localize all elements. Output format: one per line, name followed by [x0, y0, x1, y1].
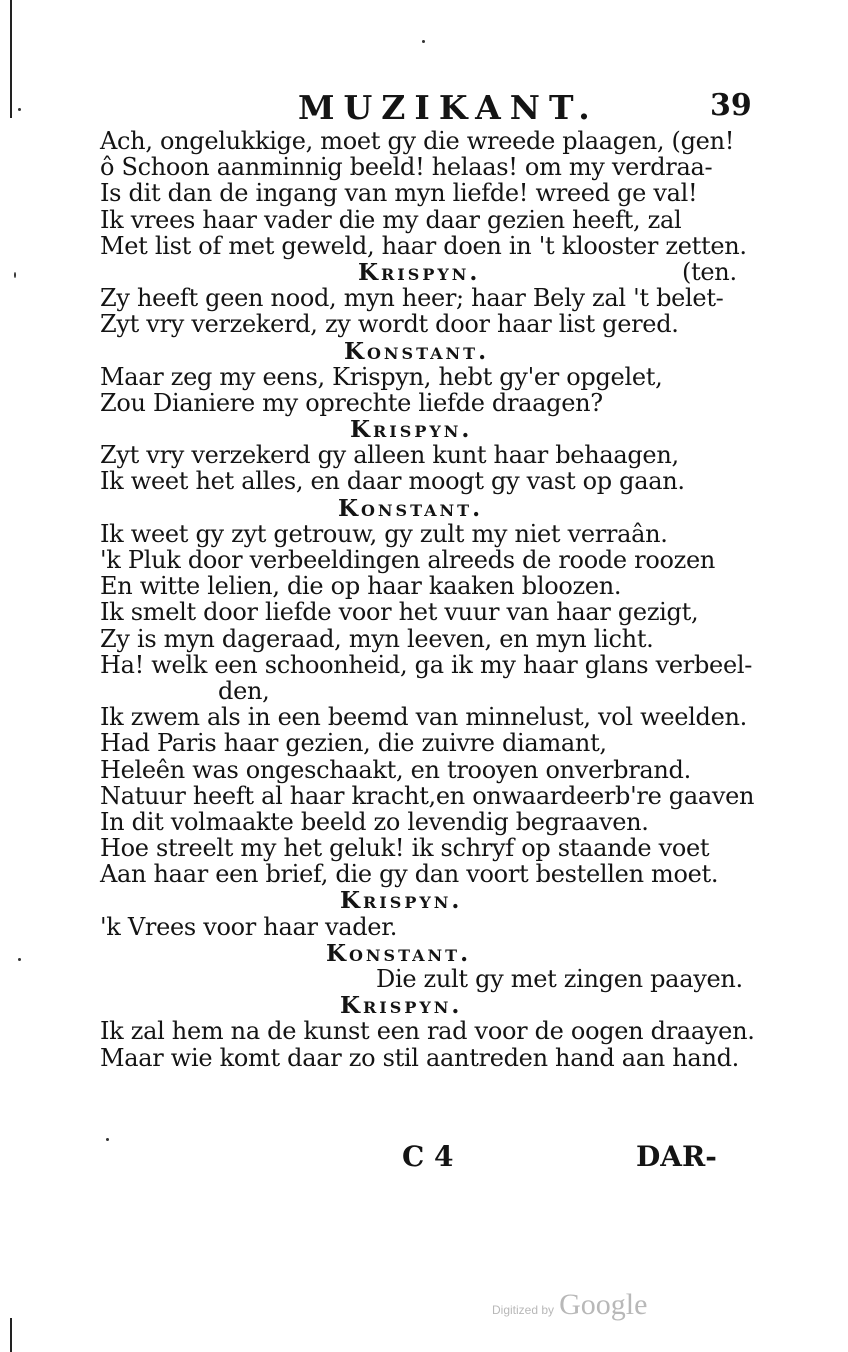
verse-line — [100, 233, 760, 259]
verse-line — [100, 914, 760, 940]
verse-line — [100, 704, 760, 730]
verse-line — [100, 652, 760, 678]
verse-line — [100, 154, 760, 180]
watermark-brand: Google — [559, 1288, 648, 1321]
verse-line-text: 'k Vrees voor haar vader. — [100, 912, 398, 941]
verse-line — [100, 468, 760, 494]
running-title: MUZIKANT. — [298, 88, 599, 127]
verse-line — [100, 1045, 760, 1071]
verse-line-text: Ik zal hem na de kunst een rad voor de oogen draayen. — [100, 1017, 755, 1046]
verse-line-text: Is dit dan de ingang van myn liefde! wreed ge val! — [100, 179, 698, 208]
verse-line-text: Aan haar een brief, die gy dan voort bestellen moet. — [100, 860, 719, 889]
speaker-name — [100, 416, 760, 442]
page-edge-line-bottom — [10, 1318, 12, 1352]
speaker-name — [100, 940, 760, 966]
verse-line-text: Had Paris haar gezien, die zuivre diamant, — [100, 729, 607, 758]
speaker-name — [100, 887, 760, 913]
speaker-label: Krispyn. — [340, 992, 463, 1020]
verse-line — [100, 783, 760, 809]
verse-line — [100, 180, 760, 206]
page-header — [0, 88, 848, 128]
verse-line — [100, 285, 760, 311]
speaker-name — [100, 992, 760, 1018]
verse-line — [100, 809, 760, 835]
verse-line — [100, 521, 760, 547]
verse-line — [100, 547, 760, 573]
verse-line — [100, 311, 760, 337]
verse-line-text: ô Schoon aanminnig beeld! helaas! om my verdraa- — [100, 153, 713, 182]
ink-speck — [18, 958, 21, 961]
verse-line-text: Zy is myn dageraad, myn leeven, en myn licht. — [100, 624, 654, 653]
verse-line — [100, 442, 760, 468]
verse-line-text: En witte lelien, die op haar kaaken bloozen. — [100, 572, 622, 601]
verse-line — [100, 835, 760, 861]
verse-line — [100, 757, 760, 783]
verse-line-text: den, — [218, 676, 270, 705]
page-footer — [0, 1140, 848, 1174]
verse-line-text: Ach, ongelukkige, moet gy die wreede plaagen, (gen! — [100, 127, 735, 155]
verse-line-text: Ik weet het alles, en daar moogt gy vast op gaan. — [100, 467, 685, 496]
verse-text — [100, 128, 760, 1071]
verse-line-text: Ik smelt door liefde voor het vuur van haar gezigt, — [100, 598, 699, 627]
turnover-fragment: (ten. — [682, 257, 737, 286]
verse-line-text: Zyt vry verzekerd, zy wordt door haar list gered. — [100, 310, 679, 339]
ink-speck — [14, 272, 16, 278]
verse-line-text: 'k Pluk door verbeeldingen alreeds de roode roozen — [100, 546, 716, 574]
verse-line-text: Maar wie komt daar zo stil aantreden hand aan hand. — [100, 1043, 739, 1072]
speaker-name — [100, 495, 760, 521]
verse-line-text: Zy heeft geen nood, myn heer; haar Bely zal 't belet- — [100, 284, 724, 313]
verse-line — [100, 364, 760, 390]
speaker-label: Konstant. — [326, 939, 472, 967]
page-number: 39 — [710, 88, 752, 123]
catchword: DAR- — [636, 1140, 717, 1173]
verse-line — [100, 966, 760, 992]
speaker-label: Krispyn. — [358, 258, 481, 286]
verse-line — [100, 861, 760, 887]
verse-line-text: Maar zeg my eens, Krispyn, hebt gy'er opgelet, — [100, 362, 663, 391]
verse-line — [100, 599, 760, 625]
signature-mark: C 4 — [402, 1140, 454, 1173]
speaker-name — [100, 259, 760, 285]
verse-line-text: Ik zwem als in een beemd van minnelust, vol weelden. — [100, 703, 747, 732]
speaker-label: Krispyn. — [350, 416, 473, 444]
verse-line-text: Die zult gy met zingen paayen. — [376, 965, 743, 993]
speaker-label: Krispyn. — [340, 887, 463, 915]
speaker-label: Konstant. — [344, 337, 490, 365]
digitized-watermark — [492, 1288, 647, 1322]
verse-line-text: Ik vrees haar vader die my daar gezien heeft, zal — [100, 205, 682, 234]
verse-line — [100, 390, 760, 416]
verse-line-text: Natuur heeft al haar kracht,en onwaardeerb're gaaven — [100, 781, 755, 810]
verse-line-text: Ik weet gy zyt getrouw, gy zult my niet verraân. — [100, 519, 668, 548]
speaker-name — [100, 338, 760, 364]
verse-line-text: Ha! welk een schoonheid, ga ik my haar glans verbeel- — [100, 650, 753, 679]
ink-speck — [422, 40, 425, 43]
verse-line-text: In dit volmaakte beeld zo levendig begraaven. — [100, 807, 649, 836]
verse-line-text: Zyt vry verzekerd gy alleen kunt haar behaagen, — [100, 441, 679, 470]
speaker-label: Konstant. — [338, 494, 484, 522]
verse-line — [100, 1018, 760, 1044]
verse-line-text: Zou Dianiere my oprechte liefde draagen? — [100, 388, 603, 417]
verse-line-text: Met list of met geweld, haar doen in 't klooster zetten. — [100, 231, 747, 260]
verse-line — [100, 573, 760, 599]
verse-line-text: Heleên was ongeschaakt, en trooyen onverbrand. — [100, 755, 691, 784]
watermark-prefix: Digitized by — [492, 1303, 555, 1317]
verse-line — [100, 678, 760, 704]
verse-line-text: Hoe streelt my het geluk! ik schryf op staande voet — [100, 834, 710, 863]
verse-line — [100, 730, 760, 756]
verse-line — [100, 626, 760, 652]
verse-line — [100, 207, 760, 233]
verse-line — [100, 128, 760, 154]
